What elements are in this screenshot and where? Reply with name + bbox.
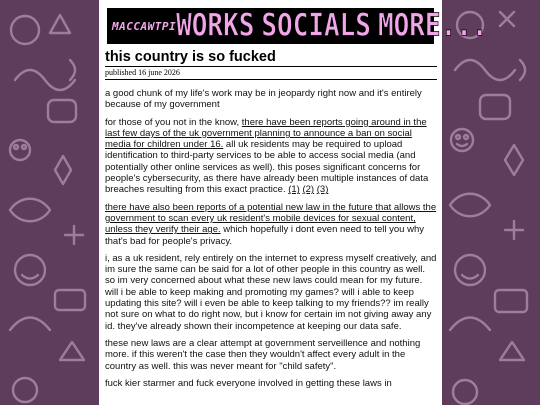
post-date: published 16 june 2026	[105, 67, 437, 80]
reference-link-3[interactable]: (3)	[316, 184, 329, 196]
paragraph-3	[105, 202, 437, 247]
post-title: this country is so fucked	[105, 49, 437, 67]
paragraph-2-intro: for those of you not in the know,	[105, 116, 242, 128]
paragraph-5: these new laws are a clear attempt at government serveillence and nothing more. if this weren't the case then they wouldn't affect every adult in the country as well. this was never meant for "child safety".	[105, 337, 421, 372]
reference-link-2[interactable]: (2)	[302, 184, 315, 196]
paragraph-3-text: which hopefully i dont even need to tell you why that's bad for people's privacy.	[105, 224, 424, 247]
nav-socials[interactable]: SOCIALS	[261, 8, 371, 44]
paragraph-2	[105, 117, 437, 196]
paragraph-4: i, as a uk resident, rely entirely on the internet to express myself creatively, and im sure the same can be said for a lot of other people in this country as well. so im very concerned about what these new laws could mean for my future. will i be able to keep making and promoting my games? will i able to keep updating this site? will i even be able to keep talking to my friends?? im really not sure on what to do right now, but i know for certain im not giving away any id. they've already shown their incompetence at keeping our data safe.	[105, 252, 437, 332]
main-nav	[176, 8, 494, 44]
paragraph-6: fuck kier starmer and fuck everyone involved in getting these laws in	[105, 377, 392, 389]
paragraph-2-text: all uk residents may be required to upload identification to third-party services to be able to access social media (and potentially other online services as well). this poses significant concerns for people's cybersecurity, as there have already been multiple instances of data breaches resulting from this exact practice.	[105, 139, 429, 196]
nav-more[interactable]: MORE...	[377, 8, 488, 44]
nav-works[interactable]: WORKS	[176, 8, 255, 44]
post-content	[105, 49, 437, 395]
site-header	[107, 8, 488, 44]
social-media-ban-link[interactable]: there have been reports going around in the last few days of the uk government planning to announce a ban on social media for children under 16.	[105, 116, 427, 151]
paragraph-1: a good chunk of my life's work may be in jeopardy right now and it's entirely because of my government	[105, 88, 422, 111]
reference-link-1[interactable]: (1)	[288, 184, 300, 196]
page-container	[99, 0, 488, 405]
device-scanning-law-link[interactable]: there have also been reports of a potential new law in the future that allows the government to scan every uk resident's mobile devices for sexual content, unless they verify their age.	[105, 201, 437, 236]
site-logo[interactable]: MACCAWTPI	[112, 19, 177, 33]
